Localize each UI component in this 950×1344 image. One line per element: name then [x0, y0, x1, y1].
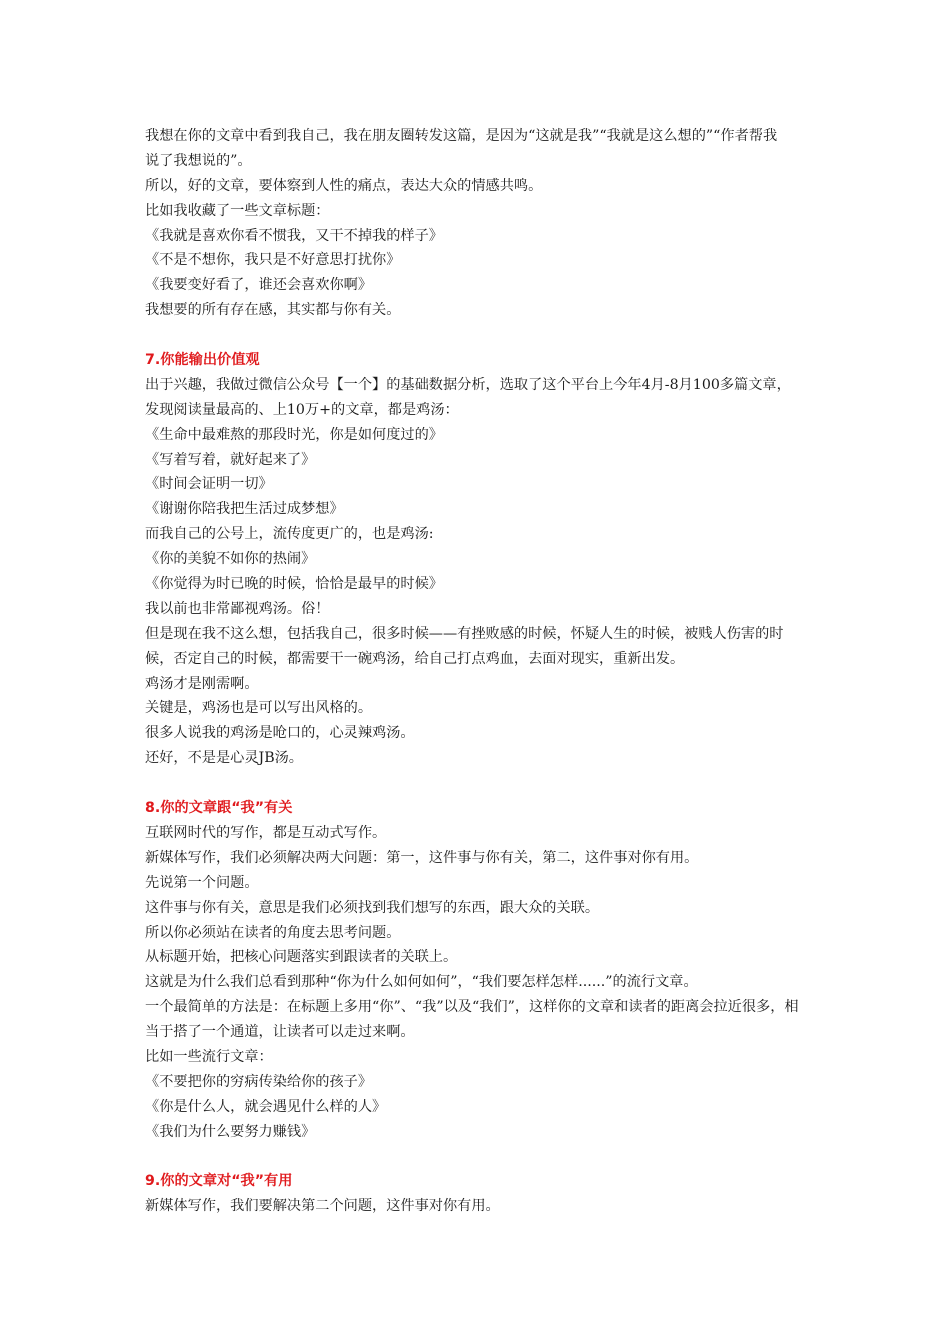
- paragraph-line: 出于兴趣，我做过微信公众号【一个】的基础数据分析，选取了这个平台上今年4月-8月100多篇文章，: [145, 376, 791, 393]
- article-title-example: 《我要变好看了，谁还会喜欢你啊》: [145, 277, 373, 294]
- paragraph-line: 比如我收藏了一些文章标题：: [145, 202, 330, 219]
- article-title-example: 《时间会证明一切》: [145, 476, 273, 493]
- section-heading-9: 9.你的文章对“我”有用: [145, 1173, 293, 1190]
- section-spacer: [145, 323, 810, 348]
- article-title-example: 《我们为什么要努力赚钱》: [145, 1123, 316, 1140]
- section-7: [145, 348, 810, 771]
- paragraph-line: 鸡汤才是刚需啊。: [145, 675, 259, 692]
- paragraph-line: 还好，不是是心灵JB汤。: [145, 750, 303, 767]
- paragraph-line: 新媒体写作，我们必须解决两大问题：第一，这件事与你有关，第二，这件事对你有用。: [145, 849, 699, 866]
- paragraph-line: 互联网时代的写作，都是互动式写作。: [145, 824, 387, 841]
- article-title-example: 《谢谢你陪我把生活过成梦想》: [145, 501, 344, 518]
- paragraph-line: 从标题开始，把核心问题落实到跟读者的关联上。: [145, 949, 458, 966]
- article-title-example: 《写着写着，就好起来了》: [145, 451, 316, 468]
- paragraph-line: 比如一些流行文章：: [145, 1048, 273, 1065]
- section-heading-7: 7.你能输出价值观: [145, 352, 260, 369]
- paragraph-line: 发现阅读量最高的、上10万+的文章，都是鸡汤：: [145, 401, 459, 418]
- article-title-example: 《不是不想你，我只是不好意思打扰你》: [145, 252, 401, 269]
- article-body: [145, 124, 810, 1219]
- paragraph-line: 我想在你的文章中看到我自己，我在朋友圈转发这篇，是因为“这就是我”“我就是这么想的”“作者帮我: [145, 128, 778, 144]
- section-heading-8: 8.你的文章跟“我”有关: [145, 800, 293, 817]
- article-title-example: 《不要把你的穷病传染给你的孩子》: [145, 1073, 373, 1090]
- paragraph-line: 我想要的所有存在感，其实都与你有关。: [145, 302, 401, 319]
- paragraph-line: 关键是，鸡汤也是可以写出风格的。: [145, 700, 373, 717]
- paragraph-line: 很多人说我的鸡汤是呛口的，心灵辣鸡汤。: [145, 725, 415, 742]
- paragraph-line: 先说第一个问题。: [145, 874, 259, 891]
- article-title-example: 《我就是喜欢你看不惯我，又干不掉我的样子》: [145, 227, 443, 244]
- section-8: [145, 796, 810, 1144]
- section-9: [145, 1169, 810, 1219]
- paragraph-line: 这就是为什么我们总看到那种“你为什么如何如何”，“我们要怎样怎样......”的流行文章。: [145, 974, 698, 991]
- article-title-example: 《生命中最难熬的那段时光，你是如何度过的》: [145, 426, 443, 443]
- paragraph-line: 当于搭了一个通道，让读者可以走过来啊。: [145, 1024, 415, 1041]
- article-title-example: 《你是什么人，就会遇见什么样的人》: [145, 1098, 387, 1115]
- article-title-example: 《你的美貌不如你的热闹》: [145, 551, 316, 568]
- paragraph-line: 说了我想说的”。: [145, 152, 252, 169]
- intro-section: [145, 124, 810, 323]
- paragraph-line: 所以，好的文章，要体察到人性的痛点，表达大众的情感共鸣。: [145, 177, 543, 194]
- paragraph-line: 而我自己的公号上，流传度更广的，也是鸡汤:: [145, 526, 434, 543]
- paragraph-line: 候，否定自己的时候，都需要干一碗鸡汤，给自己打点鸡血，去面对现实，重新出发。: [145, 650, 685, 667]
- paragraph-line: 一个最简单的方法是：在标题上多用“你”、“我”以及“我们”，这样你的文章和读者的距离会拉近很多，相: [145, 999, 799, 1016]
- paragraph-line: 这件事与你有关，意思是我们必须找到我们想写的东西，跟大众的关联。: [145, 899, 600, 916]
- paragraph-line: 但是现在我不这么想，包括我自己，很多时候——有挫败感的时候，怀疑人生的时候，被贱人伤害的时: [145, 625, 784, 642]
- section-spacer: [145, 1145, 810, 1170]
- paragraph-line: 新媒体写作，我们要解决第二个问题，这件事对你有用。: [145, 1198, 500, 1215]
- section-spacer: [145, 771, 810, 796]
- paragraph-line: 我以前也非常鄙视鸡汤。俗！: [145, 600, 330, 617]
- article-title-example: 《你觉得为时已晚的时候，恰恰是最早的时候》: [145, 576, 443, 593]
- paragraph-line: 所以你必须站在读者的角度去思考问题。: [145, 924, 401, 941]
